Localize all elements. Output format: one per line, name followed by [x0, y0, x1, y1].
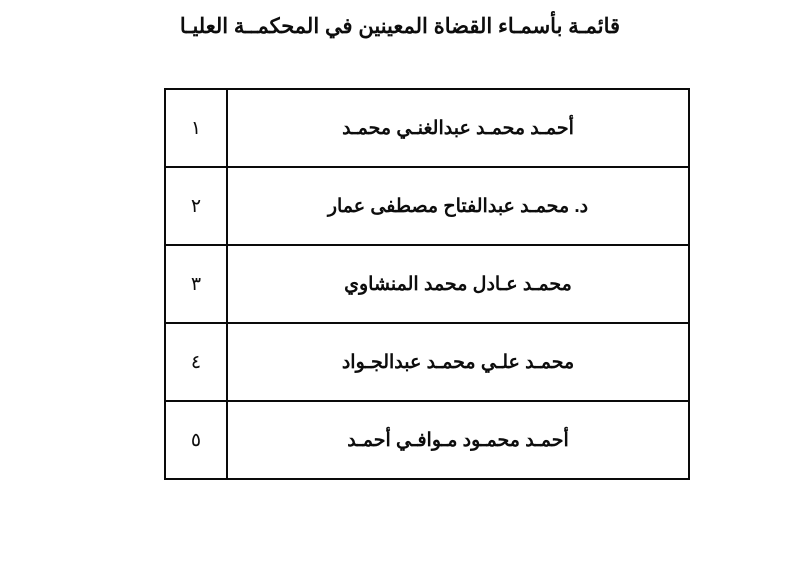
- table-body: [165, 89, 689, 479]
- page-title: قائمـة بأسمـاء القضاة المعينين في المحكمــة العليـا: [179, 15, 621, 38]
- table-row: [165, 89, 689, 167]
- row-index-cell: ٣: [165, 245, 227, 323]
- row-index-cell: ٥: [165, 401, 227, 479]
- row-index-cell: ٢: [165, 167, 227, 245]
- judge-name-cell: محمـد علـي محمـد عبدالجـواد: [227, 323, 689, 401]
- row-index-cell: ١: [165, 89, 227, 167]
- table-row: [165, 401, 689, 479]
- judge-name-cell: د. محمـد عبدالفتاح مصطفى عمار: [227, 167, 689, 245]
- appointed-judges-table: [164, 88, 690, 480]
- judge-name-cell: أحمـد محمـود مـوافـي أحمـد: [227, 401, 689, 479]
- table-row: [165, 167, 689, 245]
- judge-name-cell: أحمـد محمـد عبدالغنـي محمـد: [227, 89, 689, 167]
- judge-name-cell: محمـد عـادل محمد المنشاوي: [227, 245, 689, 323]
- table-row: [165, 245, 689, 323]
- names-table-container: [166, 88, 690, 480]
- row-index-cell: ٤: [165, 323, 227, 401]
- table-row: [165, 323, 689, 401]
